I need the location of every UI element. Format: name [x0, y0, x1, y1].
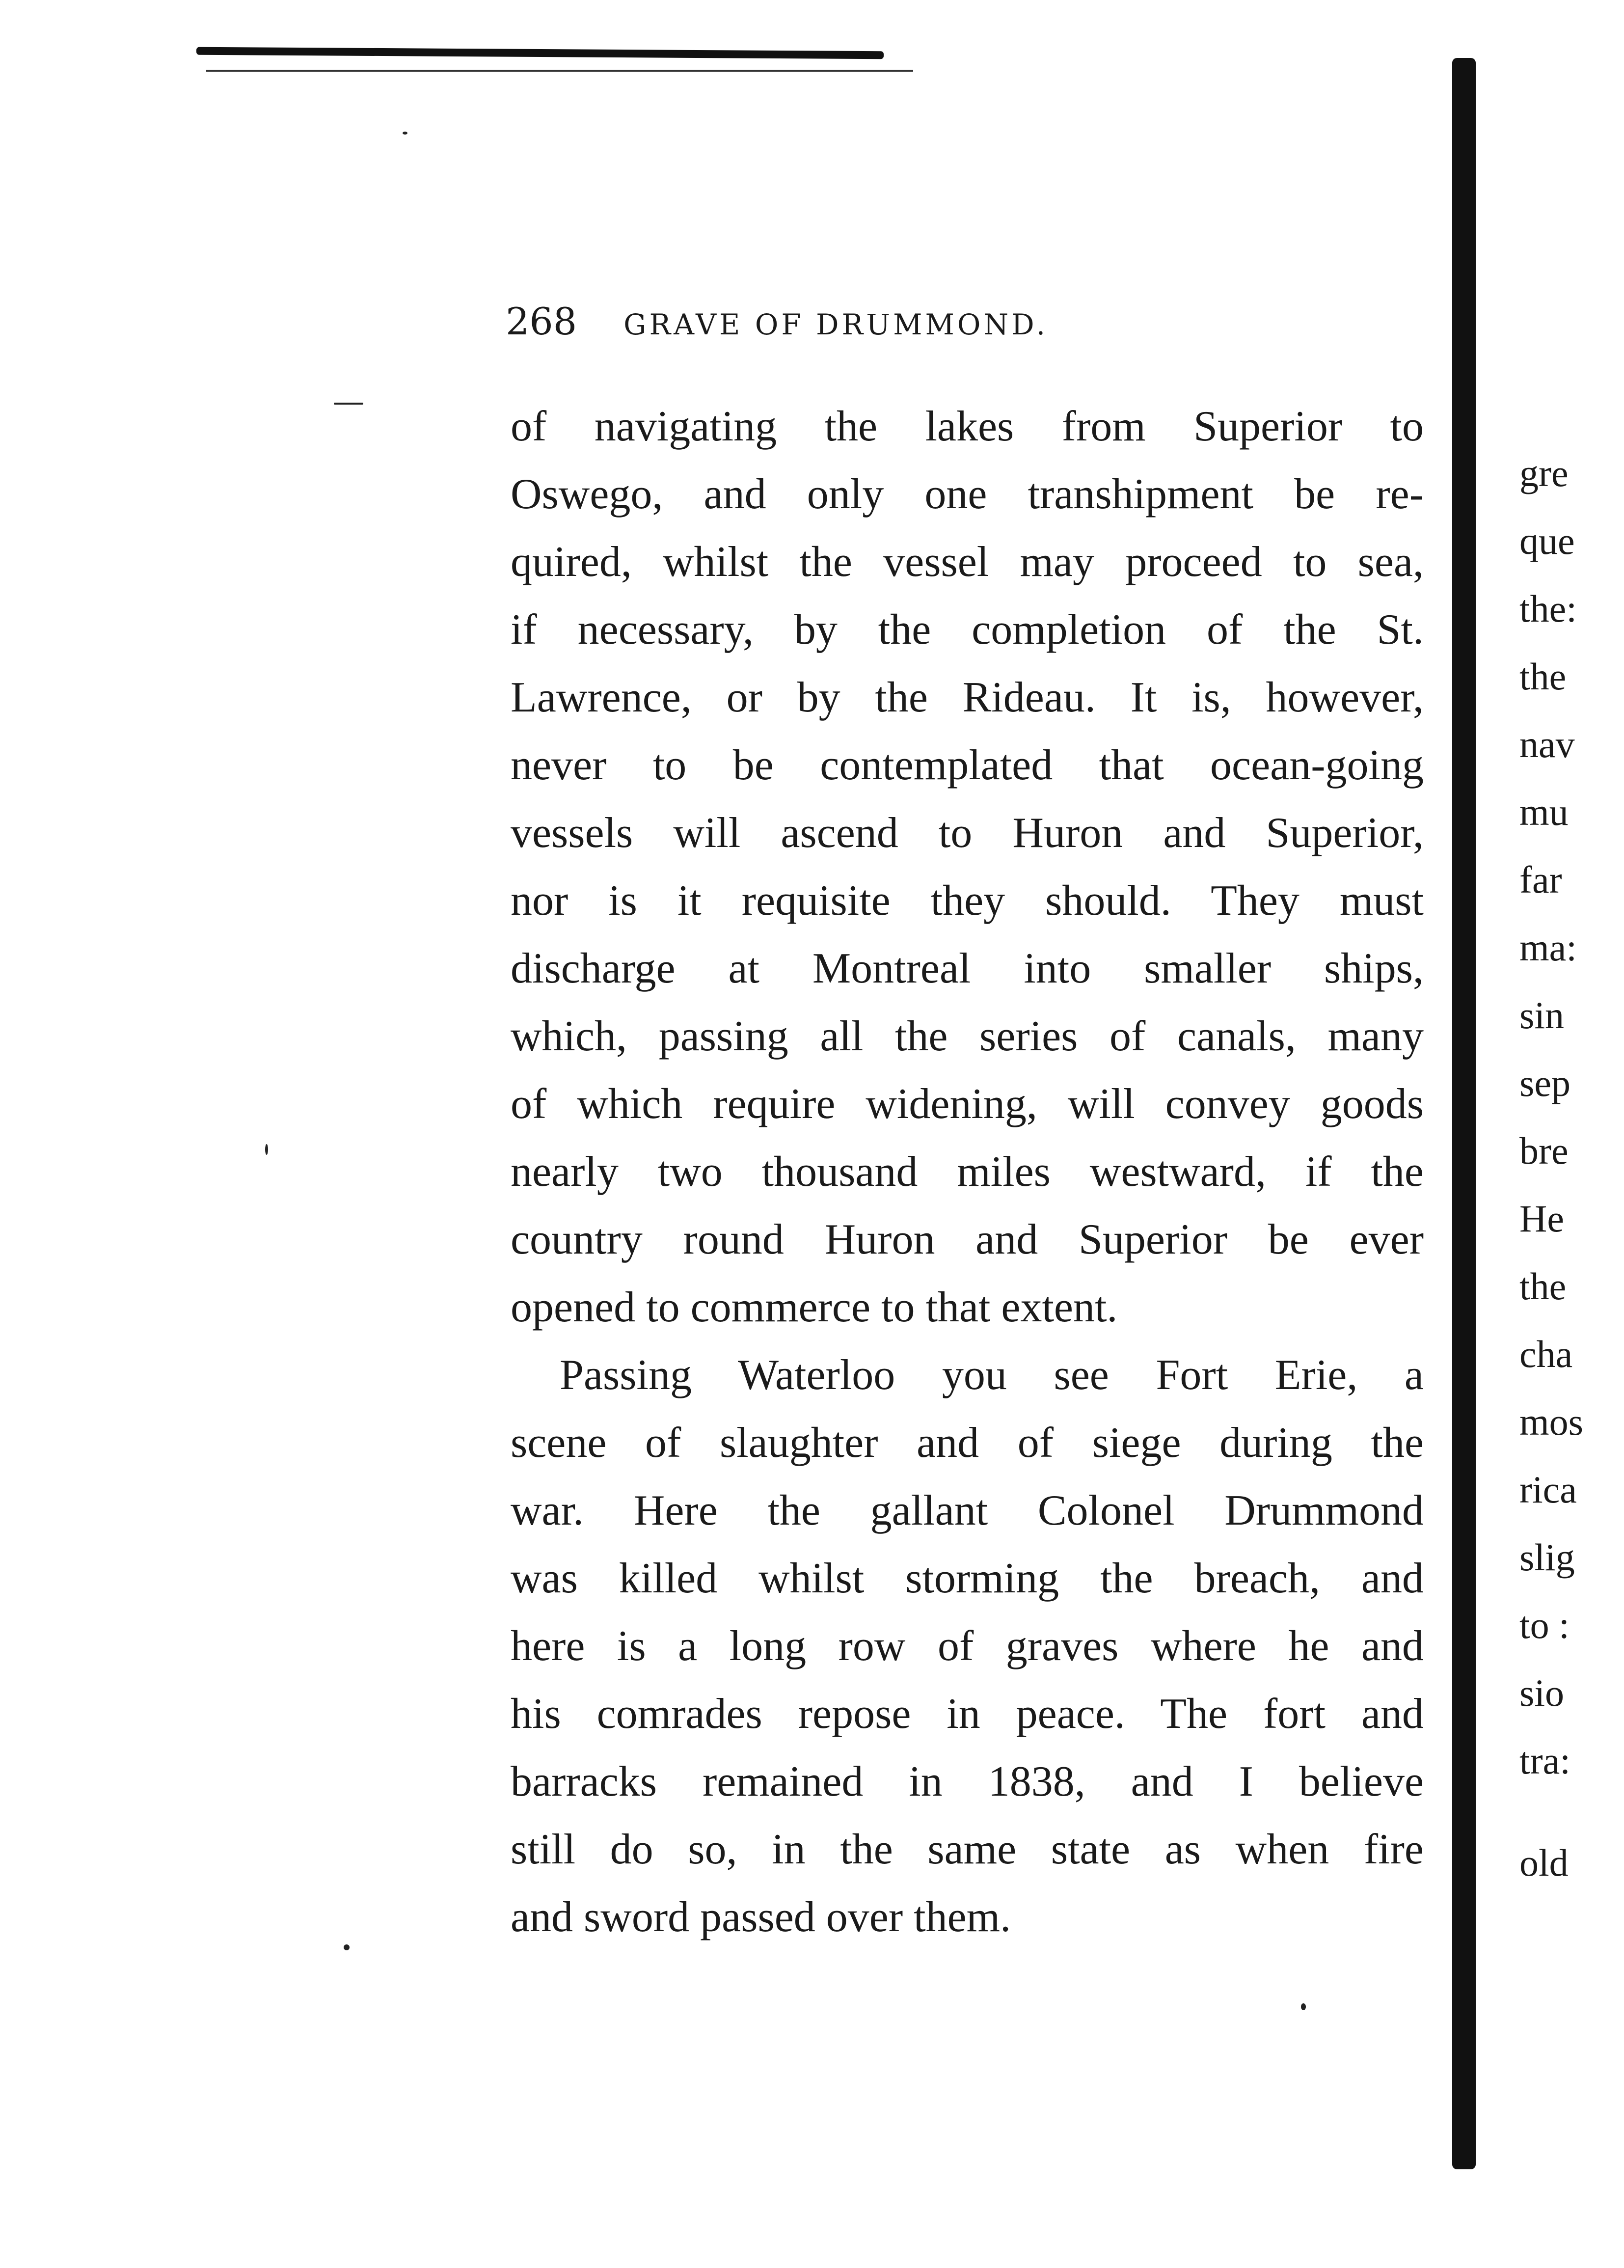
- text-line: of which require widening, will convey goods: [511, 1080, 1424, 1128]
- facing-page-fragment: que: [1519, 519, 1575, 562]
- top-rule-shadow: [206, 70, 913, 72]
- scan-speck: [1301, 2003, 1306, 2010]
- text-line: never to be contemplated that ocean-going: [511, 741, 1424, 789]
- paragraph-1: [511, 393, 1424, 1341]
- facing-page-fragment: rica: [1519, 1468, 1577, 1511]
- facing-page-fragment: the:: [1519, 587, 1577, 630]
- facing-page-fragment: sep: [1519, 1062, 1570, 1104]
- text-line: nor is it requisite they should. They must: [511, 877, 1424, 925]
- scan-speck: [403, 132, 407, 135]
- text-line: Lawrence, or by the Rideau. It is, however,: [511, 674, 1424, 721]
- text-line: and sword passed over them.: [511, 1893, 1011, 1941]
- text-line: vessels will ascend to Huron and Superior,: [511, 809, 1424, 857]
- facing-page-fragment: sio: [1519, 1671, 1565, 1714]
- facing-page-fragment: cha: [1519, 1333, 1573, 1375]
- facing-page-fragment: mu: [1519, 791, 1569, 833]
- text-line: discharge at Montreal into smaller ships,: [511, 945, 1424, 992]
- chapter-title: GRAVE OF DRUMMOND.: [623, 308, 1049, 341]
- top-rule: [196, 47, 884, 59]
- binding-gutter: [1452, 58, 1476, 2169]
- facing-page-fragment: sin: [1519, 994, 1565, 1037]
- text-line: was killed whilst storming the breach, and: [511, 1555, 1424, 1602]
- text-line: still do so, in the same state as when fire: [511, 1826, 1424, 1873]
- running-head: [506, 300, 1048, 343]
- text-line: quired, whilst the vessel may proceed to sea,: [511, 538, 1424, 586]
- text-line: here is a long row of graves where he and: [511, 1622, 1424, 1670]
- text-line: war. Here the gallant Colonel Drummond: [511, 1487, 1424, 1534]
- scan-speck: [344, 1944, 350, 1950]
- text-line: Oswego, and only one transhipment be re-: [511, 470, 1424, 518]
- text-line: if necessary, by the completion of the St.: [511, 606, 1424, 654]
- facing-page-fragment: slig: [1519, 1536, 1575, 1579]
- facing-page-fragment: ma:: [1519, 926, 1577, 969]
- facing-page-fragment: mos: [1519, 1400, 1584, 1443]
- scan-speck: [265, 1144, 268, 1155]
- page-number: 268: [506, 300, 577, 343]
- text-line: opened to commerce to that extent.: [511, 1284, 1118, 1331]
- facing-page-fragment: He: [1519, 1197, 1564, 1240]
- facing-page-fragment: to :: [1519, 1604, 1570, 1646]
- text-line: scene of slaughter and of siege during the: [511, 1419, 1424, 1467]
- paragraph-2: [511, 1341, 1424, 1951]
- text-line: which, passing all the series of canals, many: [511, 1012, 1424, 1060]
- scan-speck: [334, 403, 363, 405]
- facing-page-fragment: tra:: [1519, 1739, 1570, 1782]
- facing-page-edge: [1519, 439, 1618, 1897]
- text-line: barracks remained in 1838, and I believe: [511, 1758, 1424, 1805]
- text-line: country round Huron and Superior be ever: [511, 1216, 1424, 1263]
- facing-page-fragment: nav: [1519, 723, 1575, 765]
- facing-page-fragment: the: [1519, 1265, 1567, 1308]
- facing-page-fragment: far: [1519, 858, 1562, 901]
- facing-page-fragment: old: [1519, 1841, 1569, 1884]
- text-line: nearly two thousand miles westward, if the: [511, 1148, 1424, 1196]
- body-text: [511, 393, 1424, 1951]
- facing-page-fragment: the: [1519, 655, 1567, 698]
- facing-page-fragment: bre: [1519, 1129, 1569, 1172]
- text-line: Passing Waterloo you see Fort Erie, a: [560, 1351, 1424, 1399]
- facing-page-fragment: gre: [1519, 452, 1569, 494]
- text-line: of navigating the lakes from Superior to: [511, 403, 1424, 450]
- text-line: his comrades repose in peace. The fort and: [511, 1690, 1424, 1738]
